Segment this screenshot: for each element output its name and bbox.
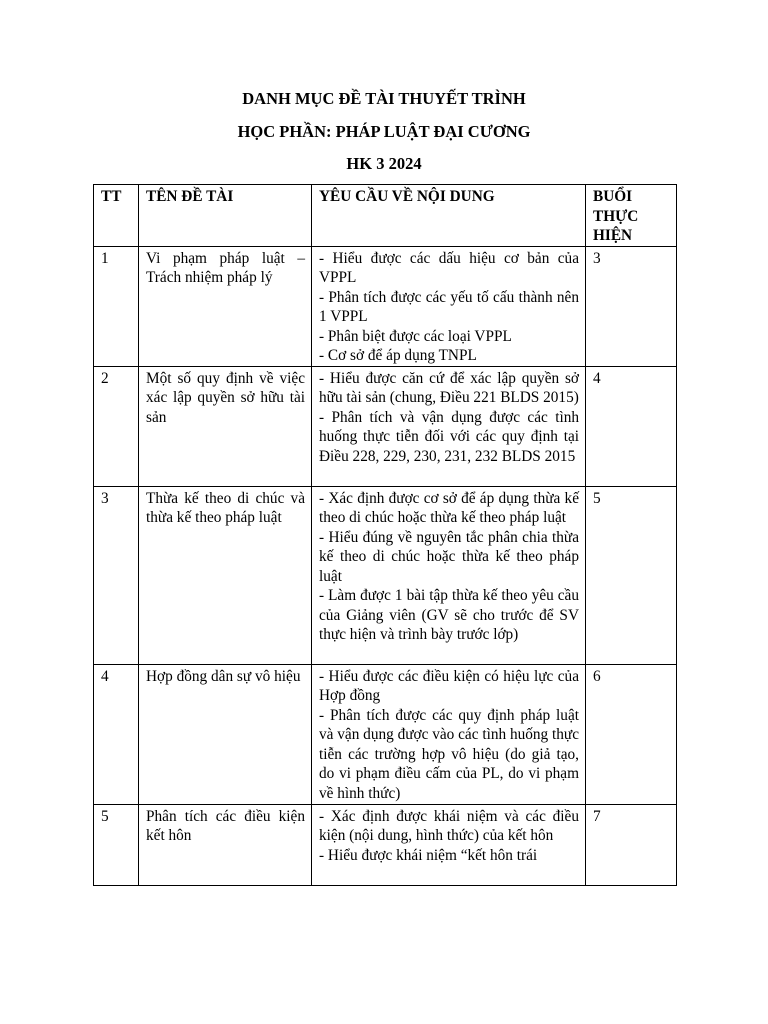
- requirement-line: - Phân tích được các yếu tố cấu thành nên 1 VPPL: [319, 288, 579, 325]
- table-row: [94, 486, 677, 664]
- cell-session: 4: [586, 366, 677, 486]
- requirement-line: - Làm được 1 bài tập thừa kế theo yêu cầu của Giảng viên (GV sẽ cho trước để SV thực hiện và trình bày trước lớp): [319, 587, 579, 643]
- requirement-line: - Xác định được cơ sở để áp dụng thừa kế theo di chúc hoặc thừa kế theo pháp luật: [319, 489, 579, 526]
- column-header-session: BUỔI THỰC HIỆN: [586, 185, 677, 247]
- document-title: DANH MỤC ĐỀ TÀI THUYẾT TRÌNH: [242, 89, 526, 108]
- cell-requirements: [312, 804, 586, 885]
- column-header-topic: TÊN ĐỀ TÀI: [139, 185, 312, 247]
- requirement-line: - Hiểu được căn cứ để xác lập quyền sở hữu tài sản (chung, Điều 221 BLDS 2015): [319, 369, 579, 406]
- requirement-line: - Phân tích được các quy định pháp luật và vận dụng được vào các tình huống thực tiễn các trường hợp vô hiệu (do giả tạo, do vi phạm điều cấm của PL, do vi phạm về hình thức): [319, 706, 580, 802]
- cell-requirements: [312, 366, 586, 486]
- requirement-line: - Hiểu được các điều kiện có hiệu lực của Hợp đồng: [319, 667, 579, 704]
- cell-tt: 4: [94, 664, 139, 804]
- cell-tt: 3: [94, 486, 139, 664]
- table-row: [94, 246, 677, 366]
- requirement-line: - Hiểu được các dấu hiệu cơ bản của VPPL: [319, 249, 579, 286]
- requirement-line: - Xác định được khái niệm và các điều kiện (nội dung, hình thức) của kết hôn: [319, 807, 579, 844]
- cell-tt: 5: [94, 804, 139, 885]
- requirement-line: - Cơ sở để áp dụng TNPL: [319, 347, 477, 364]
- cell-session: 7: [586, 804, 677, 885]
- topics-table: [93, 184, 677, 886]
- cell-requirements: [312, 246, 586, 366]
- cell-session: 5: [586, 486, 677, 664]
- cell-requirements: [312, 664, 586, 804]
- cell-topic: Hợp đồng dân sự vô hiệu: [139, 664, 312, 804]
- requirements-clip: [319, 807, 579, 885]
- cell-tt: 1: [94, 246, 139, 366]
- cell-topic: Vi phạm pháp luật – Trách nhiệm pháp lý: [139, 246, 312, 366]
- column-header-tt: TT: [94, 185, 139, 247]
- table-header-row: [94, 185, 677, 247]
- cell-topic: Phân tích các điều kiện kết hôn: [139, 804, 312, 885]
- cell-topic: Một số quy định về việc xác lập quyền sở hữu tài sản: [139, 366, 312, 486]
- table-row: [94, 366, 677, 486]
- cell-session: 6: [586, 664, 677, 804]
- semester-title: HK 3 2024: [346, 154, 422, 173]
- cell-topic: Thừa kế theo di chúc và thừa kế theo pháp luật: [139, 486, 312, 664]
- cell-tt: 2: [94, 366, 139, 486]
- requirement-line: - Phân biệt được các loại VPPL: [319, 327, 512, 345]
- table-row: [94, 664, 677, 804]
- course-title: HỌC PHẦN: PHÁP LUẬT ĐẠI CƯƠNG: [237, 122, 531, 141]
- cell-requirements: [312, 486, 586, 664]
- cell-session: 3: [586, 246, 677, 366]
- requirement-line: - Hiểu đúng về nguyên tắc phân chia thừa kế theo di chúc hoặc thừa kế theo pháp luật: [319, 528, 579, 585]
- column-header-requirements: YÊU CẦU VỀ NỘI DUNG: [312, 185, 586, 247]
- requirement-line: - Hiểu được khái niệm “kết hôn trái: [319, 846, 538, 864]
- requirement-line: - Phân tích và vận dụng được các tình huống thực tiễn đối với các quy định tại Điều 228, 229, 230, 231, 232 BLDS 2015: [319, 408, 579, 465]
- table-row: [94, 804, 677, 885]
